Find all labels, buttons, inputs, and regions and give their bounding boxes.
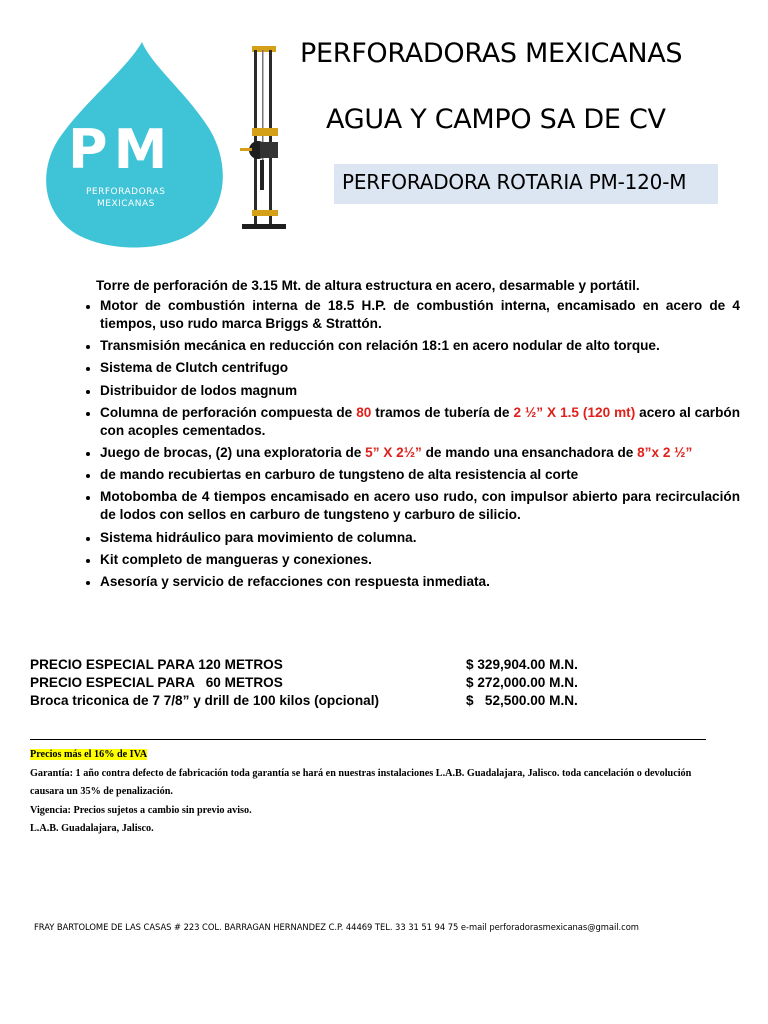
iva-note-text: Precios más el 16% de IVA (30, 749, 148, 760)
spec-hose-kit: • Kit completo de mangueras y conexiones. (100, 551, 740, 569)
specs-intro: Torre de perforación de 3.15 Mt. de altura estructura en acero, desarmable y portátil. (96, 278, 640, 293)
spec-column-post: acero al carbón con acoples cementados. (100, 404, 741, 438)
spec-bits-pre: Juego de brocas, (2) una exploratoria de (100, 444, 366, 460)
section-divider (30, 739, 706, 740)
spec-service: • Asesoría y servicio de refacciones con respuesta inmediata. (100, 573, 740, 591)
spec-bits-size1: 5” X 2½” (365, 444, 422, 460)
spec-column-count: 80 (356, 404, 372, 420)
price-value: $ 52,500.00 M.N. (466, 693, 578, 708)
validity-note: Vigencia: Precios sujetos a cambio sin previo aviso. (30, 804, 252, 816)
spec-pump: • Motobomba de 4 tiempos encamisado en acero uso rudo, con impulsor abierto para recirculación de lodos con sellos en carburo de tungsteno y carburo de silicio. (100, 488, 740, 524)
drilling-rig-image (238, 44, 288, 232)
spec-drill-column (100, 404, 740, 440)
company-name-line2: AGUA Y CAMPO SA DE CV (326, 104, 666, 135)
footer-address: FRAY BARTOLOME DE LAS CASAS # 223 COL. BARRAGAN HERNANDEZ C.P. 44469 TEL. 33 31 51 94 75 e-mail perforadorasmexicanas@gmail.com (34, 922, 639, 932)
logo-monogram: PM (68, 118, 174, 181)
price-row (30, 674, 630, 692)
price-value: $ 272,000.00 M.N. (466, 675, 578, 690)
specifications (70, 277, 740, 595)
spec-hydraulic: • Sistema hidráulico para movimiento de columna. (100, 529, 740, 547)
spec-motor: • Motor de combustión interna de 18.5 H.P. de combustión interna, encamisado en acero de 4 tiempos, uso rudo marca Briggs & Strattón. (100, 297, 740, 333)
spec-column-size: 2 ½” X 1.5 (120 mt) (513, 404, 636, 420)
spec-drill-bits (100, 444, 740, 462)
spec-bits-mid: de mando una ensanchadora de (421, 444, 638, 460)
spec-bits-size2: 8”x 2 ½” (637, 444, 693, 460)
spec-column-mid: tramos de tubería de (371, 404, 514, 420)
price-row (30, 692, 630, 710)
iva-note (30, 746, 720, 765)
pm-logo (40, 40, 228, 250)
price-label: PRECIO ESPECIAL PARA 120 METROS (30, 657, 283, 672)
price-list (30, 656, 630, 710)
price-label: Broca triconica de 7 7/8” y drill de 100 kilos (opcional) (30, 693, 380, 708)
specs-list (70, 297, 740, 591)
lab-note: L.A.B. Guadalajara, Jalisco. (30, 823, 154, 834)
terms-section (30, 746, 720, 839)
price-label: PRECIO ESPECIAL PARA 60 METROS (30, 675, 283, 690)
logo-text-line2: MEXICANAS (97, 199, 155, 209)
spec-mud-distributor: • Distribuidor de lodos magnum (100, 382, 740, 400)
spec-bits-coating: • de mando recubiertas en carburo de tungsteno de alta resistencia al corte (100, 466, 740, 484)
warranty-note: Garantía: 1 año contra defecto de fabricación toda garantía se hará en nuestras instalaciones L.A.B. Guadalajara, Jalisco. toda cancelación o devolución causara un 35% de penalización. (30, 767, 692, 797)
logo-text-line1: PERFORADORAS (86, 187, 166, 197)
spec-clutch: • Sistema de Clutch centrifugo (100, 359, 740, 377)
spec-column-pre: Columna de perforación compuesta de (100, 404, 357, 420)
product-title: PERFORADORA ROTARIA PM-120-M (342, 170, 687, 194)
price-row (30, 656, 630, 674)
company-name-line1: PERFORADORAS MEXICANAS (300, 38, 683, 69)
price-value: $ 329,904.00 M.N. (466, 657, 578, 672)
spec-transmission: • Transmisión mecánica en reducción con relación 18:1 en acero nodular de alto torque. (100, 337, 740, 355)
